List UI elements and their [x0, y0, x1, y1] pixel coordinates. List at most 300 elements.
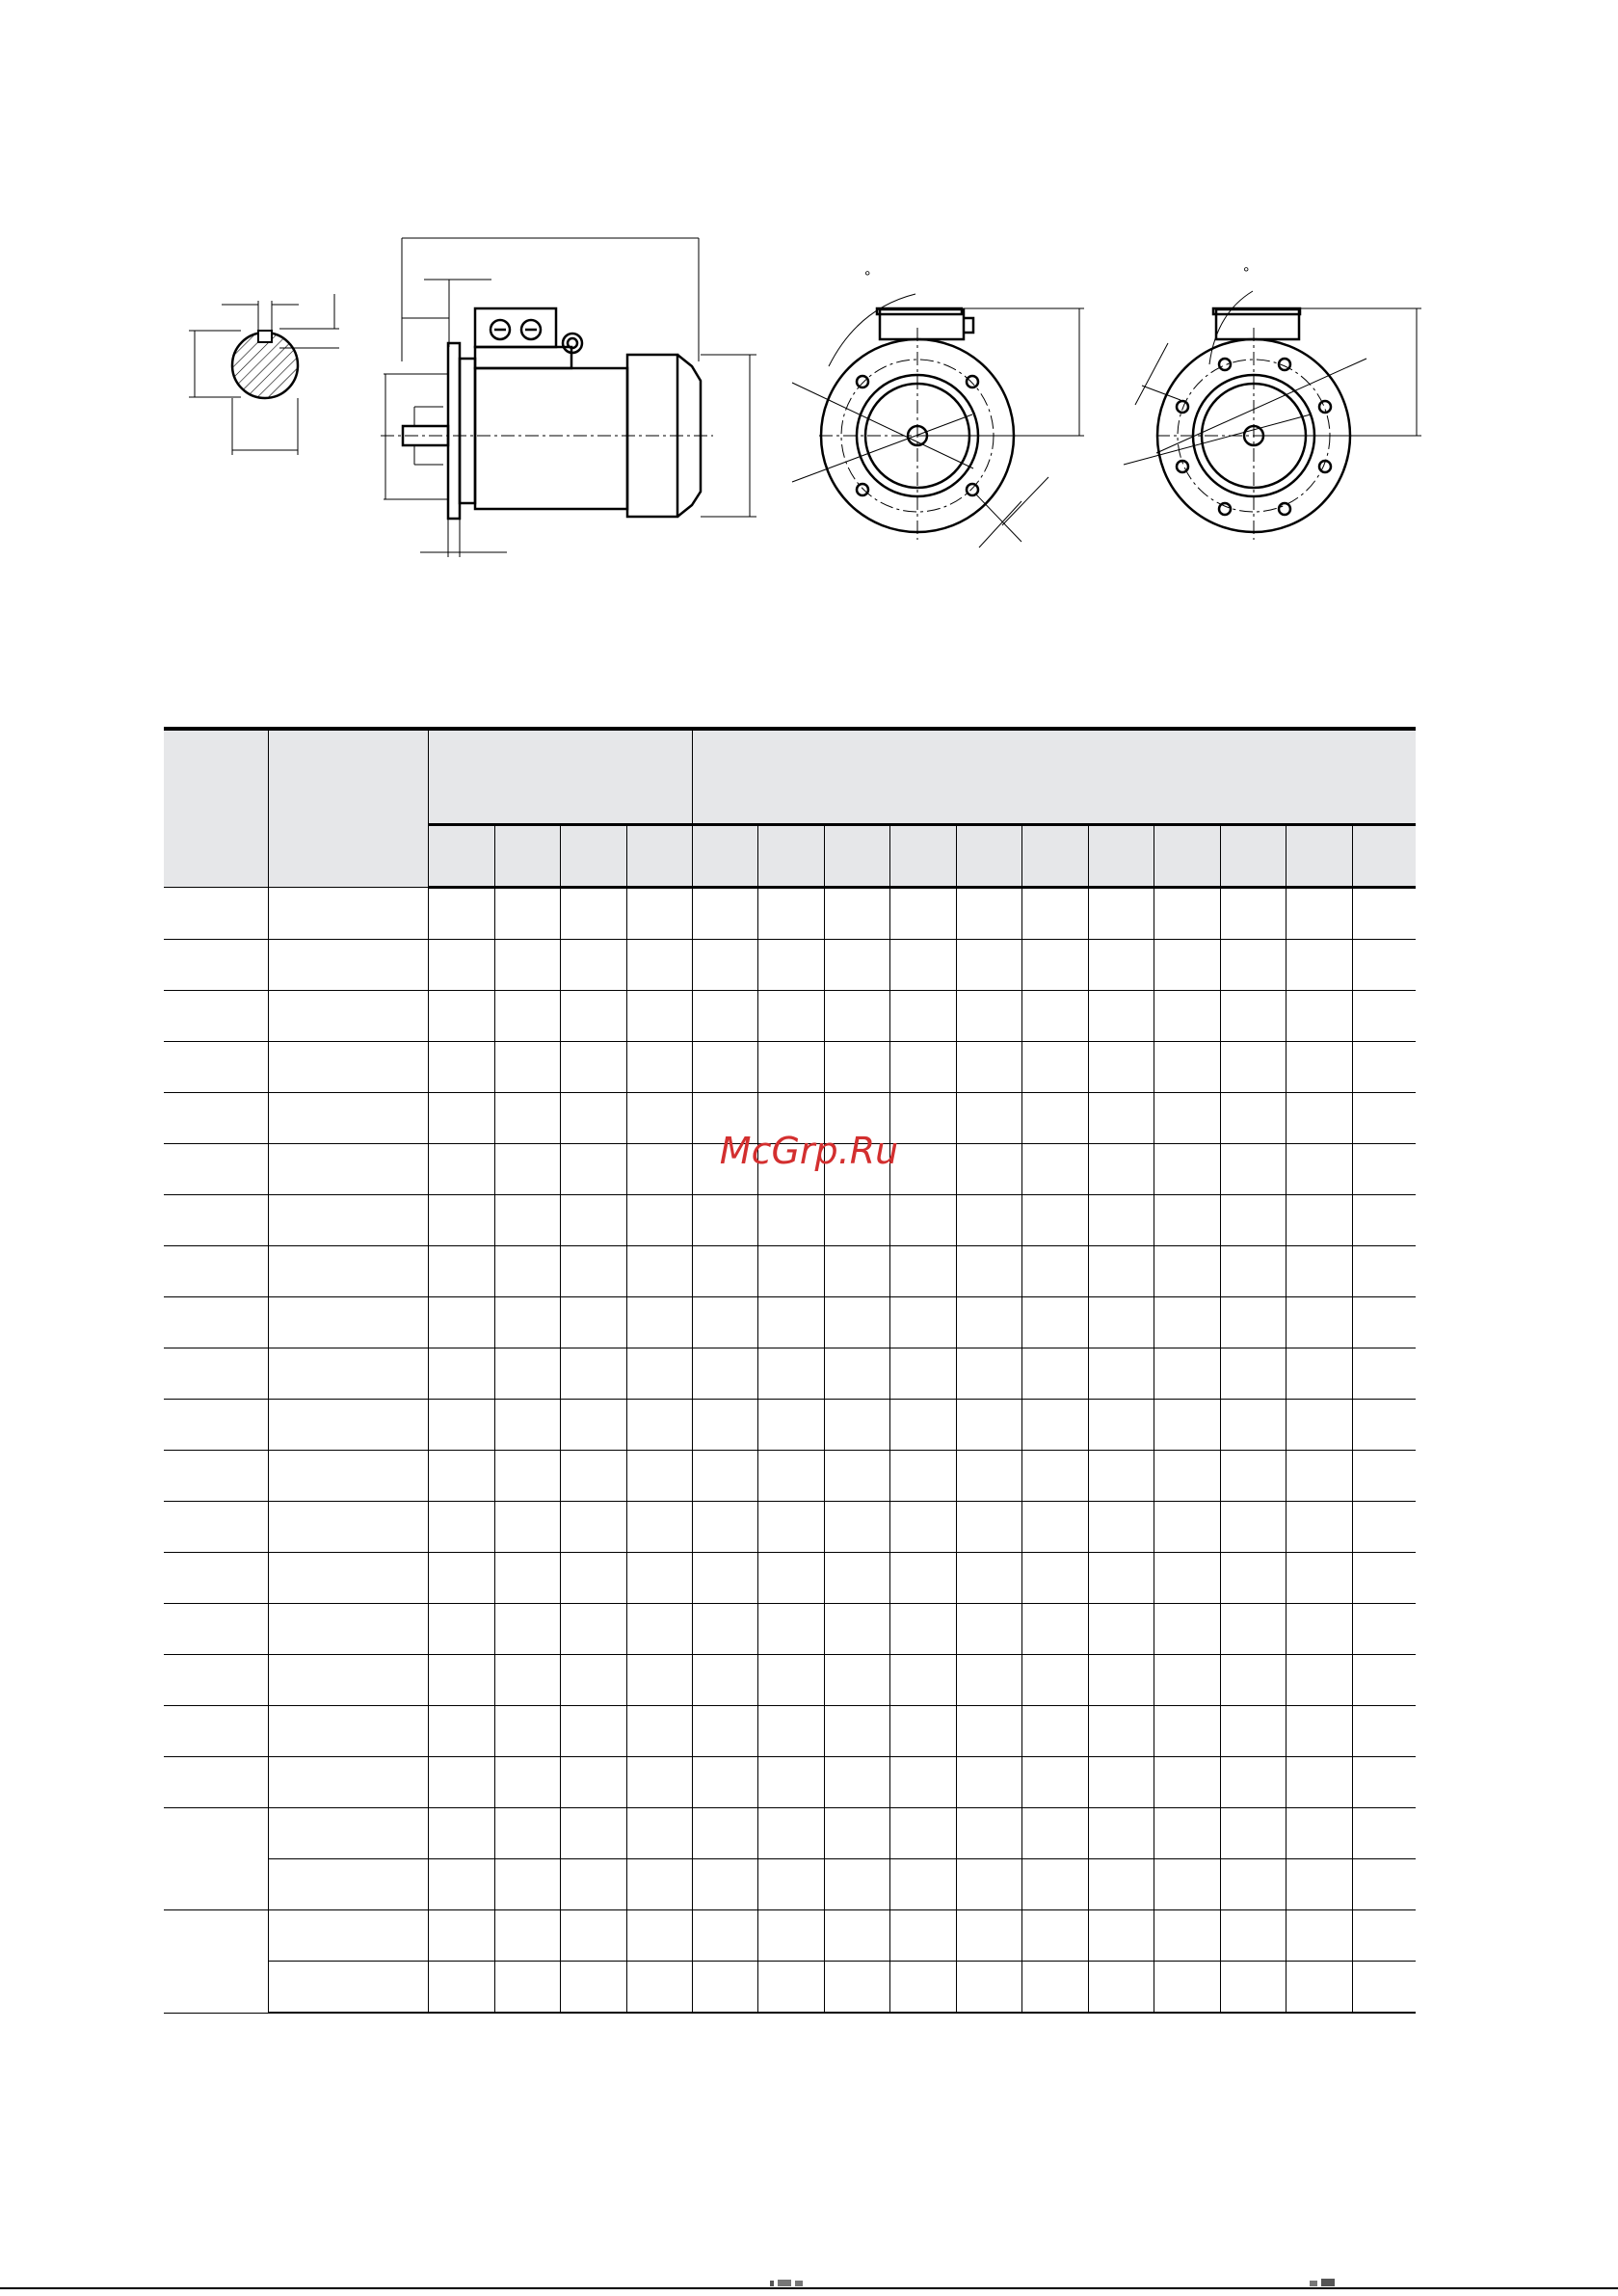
value-cell [824, 1604, 889, 1655]
value-cell [626, 1400, 692, 1451]
value-cell [1352, 1859, 1416, 1910]
value-cell [428, 888, 494, 940]
value-cell [692, 1348, 757, 1400]
frame-size-cell [164, 1400, 268, 1451]
value-cell [494, 1553, 560, 1604]
value-cell [428, 1195, 494, 1246]
value-cell [1154, 1297, 1220, 1348]
value-cell [1352, 1297, 1416, 1348]
table-row [164, 1808, 1416, 1859]
frame-size-cell [164, 888, 268, 940]
value-cell [626, 1042, 692, 1093]
table-row [164, 1962, 1416, 2014]
value-cell [626, 1706, 692, 1757]
value-cell [560, 1604, 626, 1655]
frame-size-cell [164, 1246, 268, 1297]
value-cell [494, 1348, 560, 1400]
value-cell [956, 1910, 1021, 1962]
value-cell [692, 1042, 757, 1093]
value-cell [1021, 1655, 1088, 1706]
value-cell [757, 1859, 824, 1910]
value-cell [956, 1502, 1021, 1553]
header-cell [560, 825, 626, 888]
value-cell [1021, 1400, 1088, 1451]
value-cell [560, 1910, 626, 1962]
value-cell [1154, 1042, 1220, 1093]
value-cell [1352, 1757, 1416, 1808]
value-cell [1220, 1502, 1286, 1553]
value-cell [1352, 991, 1416, 1042]
value-cell [1154, 1400, 1220, 1451]
value-cell [824, 1348, 889, 1400]
table-row [164, 1502, 1416, 1553]
value-cell [1154, 1706, 1220, 1757]
value-cell [1286, 1910, 1352, 1962]
value-cell [824, 991, 889, 1042]
value-cell [889, 1246, 956, 1297]
value-cell [956, 1655, 1021, 1706]
header-cell [1021, 825, 1088, 888]
value-cell [1352, 1348, 1416, 1400]
value-cell [889, 1348, 956, 1400]
value-cell [1088, 1246, 1154, 1297]
value-cell [626, 1195, 692, 1246]
value-cell [1021, 1502, 1088, 1553]
value-cell [428, 1859, 494, 1910]
value-cell [889, 1553, 956, 1604]
value-cell [692, 1604, 757, 1655]
value-cell [757, 1400, 824, 1451]
value-cell [1088, 1808, 1154, 1859]
type-cell [268, 1962, 428, 2014]
value-cell [1021, 991, 1088, 1042]
value-cell [1021, 1808, 1088, 1859]
value-cell [1286, 1400, 1352, 1451]
value-cell [1154, 1655, 1220, 1706]
value-cell [1286, 1297, 1352, 1348]
header-cell [626, 825, 692, 888]
type-cell [268, 1246, 428, 1297]
value-cell [1021, 1910, 1088, 1962]
header-cell [494, 825, 560, 888]
type-cell [268, 1042, 428, 1093]
value-cell [626, 1246, 692, 1297]
value-cell [824, 1246, 889, 1297]
value-cell [1352, 1246, 1416, 1297]
value-cell [1352, 1195, 1416, 1246]
value-cell [428, 1706, 494, 1757]
value-cell [757, 1297, 824, 1348]
flange-view-8-holes [1124, 291, 1421, 540]
header-cell [1220, 825, 1286, 888]
value-cell [560, 1042, 626, 1093]
header-type [268, 729, 428, 888]
value-cell [956, 1246, 1021, 1297]
value-cell [1021, 1195, 1088, 1246]
value-cell [956, 1348, 1021, 1400]
value-cell [956, 1859, 1021, 1910]
value-cell [1220, 1195, 1286, 1246]
value-cell [692, 1808, 757, 1859]
table-row [164, 1604, 1416, 1655]
value-cell [956, 1808, 1021, 1859]
value-cell [889, 1400, 956, 1451]
value-cell [757, 1910, 824, 1962]
value-cell [956, 1297, 1021, 1348]
value-cell [1154, 991, 1220, 1042]
value-cell [692, 940, 757, 991]
value-cell [1286, 1604, 1352, 1655]
value-cell [626, 1553, 692, 1604]
value-cell [626, 1910, 692, 1962]
value-cell [1286, 1706, 1352, 1757]
table-header-row-1 [164, 729, 1416, 825]
header-cell [956, 825, 1021, 888]
value-cell [757, 1757, 824, 1808]
table-row [164, 1451, 1416, 1502]
value-cell [560, 1348, 626, 1400]
frame-size-cell [164, 1757, 268, 1808]
type-cell [268, 1808, 428, 1859]
header-cell [1088, 825, 1154, 888]
flange-view-4-holes [792, 294, 1084, 547]
value-cell [824, 1297, 889, 1348]
value-cell [757, 940, 824, 991]
value-cell [1021, 1859, 1088, 1910]
type-cell [268, 1348, 428, 1400]
value-cell [626, 1348, 692, 1400]
value-cell [1021, 1604, 1088, 1655]
value-cell [692, 1195, 757, 1246]
value-cell [757, 1808, 824, 1859]
header-group-dimensions [692, 729, 1416, 825]
value-cell [757, 1451, 824, 1502]
value-cell [626, 888, 692, 940]
value-cell [956, 940, 1021, 991]
value-cell [757, 991, 824, 1042]
value-cell [889, 1910, 956, 1962]
value-cell [494, 940, 560, 991]
value-cell [494, 1859, 560, 1910]
table-row [164, 1042, 1416, 1093]
value-cell [889, 1195, 956, 1246]
value-cell [428, 1246, 494, 1297]
value-cell [1088, 1195, 1154, 1246]
table-row [164, 940, 1416, 991]
value-cell [1352, 1910, 1416, 1962]
value-cell [626, 940, 692, 991]
value-cell [494, 1246, 560, 1297]
value-cell [1286, 1808, 1352, 1859]
value-cell [889, 1297, 956, 1348]
value-cell [1154, 1246, 1220, 1297]
header-cell [692, 825, 757, 888]
value-cell [1088, 1655, 1154, 1706]
value-cell [1286, 1502, 1352, 1553]
table-row [164, 991, 1416, 1042]
value-cell [757, 1348, 824, 1400]
value-cell [1154, 1604, 1220, 1655]
value-cell [428, 940, 494, 991]
table-row [164, 1246, 1416, 1297]
value-cell [824, 1706, 889, 1757]
value-cell [1088, 1757, 1154, 1808]
value-cell [824, 1859, 889, 1910]
value-cell [1352, 1962, 1416, 2014]
value-cell [1021, 1962, 1088, 2014]
value-cell [757, 1502, 824, 1553]
value-cell [1220, 888, 1286, 940]
value-cell [560, 1655, 626, 1706]
value-cell [757, 1246, 824, 1297]
value-cell [560, 1859, 626, 1910]
footer-marks [751, 2275, 1618, 2288]
value-cell [1220, 1553, 1286, 1604]
value-cell [956, 1962, 1021, 2014]
value-cell [494, 1042, 560, 1093]
value-cell [1220, 1859, 1286, 1910]
value-cell [626, 991, 692, 1042]
value-cell [626, 1451, 692, 1502]
value-cell [494, 1910, 560, 1962]
value-cell [692, 991, 757, 1042]
header-frame-size [164, 729, 268, 888]
type-cell [268, 940, 428, 991]
frame-size-cell [164, 1451, 268, 1502]
value-cell [1220, 1757, 1286, 1808]
type-cell [268, 1757, 428, 1808]
value-cell [956, 1195, 1021, 1246]
value-cell [428, 1451, 494, 1502]
value-cell [1352, 888, 1416, 940]
value-cell [626, 1962, 692, 2014]
type-cell [268, 1910, 428, 1962]
value-cell [1154, 1553, 1220, 1604]
type-cell [268, 1655, 428, 1706]
degree-mark-left: ° [864, 269, 871, 285]
frame-size-cell [164, 1808, 268, 1910]
value-cell [1088, 1348, 1154, 1400]
value-cell [1286, 1553, 1352, 1604]
value-cell [692, 1962, 757, 2014]
value-cell [1154, 1451, 1220, 1502]
value-cell [692, 1859, 757, 1910]
value-cell [824, 1962, 889, 2014]
value-cell [1021, 888, 1088, 940]
value-cell [824, 1757, 889, 1808]
value-cell [1286, 991, 1352, 1042]
value-cell [1220, 1451, 1286, 1502]
value-cell [1352, 1553, 1416, 1604]
value-cell [1352, 1604, 1416, 1655]
value-cell [428, 1757, 494, 1808]
value-cell [1220, 1042, 1286, 1093]
value-cell [626, 1757, 692, 1808]
value-cell [1220, 940, 1286, 991]
value-cell [757, 1042, 824, 1093]
value-cell [1088, 991, 1154, 1042]
value-cell [889, 1757, 956, 1808]
table-row [164, 888, 1416, 940]
value-cell [428, 1655, 494, 1706]
frame-size-cell [164, 940, 268, 991]
table-row [164, 1859, 1416, 1910]
value-cell [1088, 888, 1154, 940]
value-cell [1021, 1297, 1088, 1348]
value-cell [1088, 1706, 1154, 1757]
value-cell [1088, 940, 1154, 991]
value-cell [1088, 1553, 1154, 1604]
type-cell [268, 1859, 428, 1910]
value-cell [626, 1502, 692, 1553]
type-cell [268, 1451, 428, 1502]
value-cell [889, 1042, 956, 1093]
value-cell [1088, 1604, 1154, 1655]
value-cell [560, 940, 626, 991]
value-cell [1286, 1042, 1352, 1093]
value-cell [956, 1400, 1021, 1451]
value-cell [824, 1808, 889, 1859]
value-cell [1021, 1757, 1088, 1808]
value-cell [1220, 1604, 1286, 1655]
table-row [164, 1553, 1416, 1604]
value-cell [1286, 940, 1352, 991]
value-cell [560, 991, 626, 1042]
value-cell [824, 1042, 889, 1093]
value-cell [428, 1808, 494, 1859]
value-cell [824, 1451, 889, 1502]
value-cell [494, 1655, 560, 1706]
frame-size-cell [164, 1910, 268, 2014]
value-cell [560, 1706, 626, 1757]
value-cell [560, 1962, 626, 2014]
value-cell [1352, 1808, 1416, 1859]
value-cell [494, 1297, 560, 1348]
frame-size-cell [164, 1297, 268, 1348]
value-cell [757, 1195, 824, 1246]
value-cell [824, 888, 889, 940]
value-cell [692, 1553, 757, 1604]
value-cell [956, 1604, 1021, 1655]
degree-mark-right: ° [1243, 265, 1250, 281]
value-cell [560, 1553, 626, 1604]
value-cell [824, 1400, 889, 1451]
value-cell [889, 1502, 956, 1553]
value-cell [757, 1553, 824, 1604]
value-cell [692, 1757, 757, 1808]
value-cell [889, 1451, 956, 1502]
value-cell [626, 1604, 692, 1655]
frame-size-cell [164, 991, 268, 1042]
value-cell [1352, 1502, 1416, 1553]
value-cell [560, 1502, 626, 1553]
value-cell [889, 1808, 956, 1859]
value-cell [494, 1962, 560, 2014]
value-cell [560, 888, 626, 940]
value-cell [428, 1502, 494, 1553]
value-cell [428, 1348, 494, 1400]
header-cell [1352, 825, 1416, 888]
value-cell [1220, 1246, 1286, 1297]
value-cell [1154, 1910, 1220, 1962]
type-cell [268, 1553, 428, 1604]
value-cell [1154, 1757, 1220, 1808]
type-cell [268, 1400, 428, 1451]
value-cell [1021, 1451, 1088, 1502]
value-cell [692, 1451, 757, 1502]
table-row [164, 1400, 1416, 1451]
value-cell [626, 1859, 692, 1910]
value-cell [1088, 1859, 1154, 1910]
value-cell [494, 1808, 560, 1859]
value-cell [1220, 1962, 1286, 2014]
value-cell [692, 1297, 757, 1348]
frame-size-cell [164, 1195, 268, 1246]
header-cell [1154, 825, 1220, 888]
value-cell [1220, 1655, 1286, 1706]
value-cell [824, 1655, 889, 1706]
frame-size-cell [164, 1553, 268, 1604]
value-cell [494, 1195, 560, 1246]
value-cell [1352, 1400, 1416, 1451]
value-cell [1088, 1451, 1154, 1502]
header-cell [757, 825, 824, 888]
value-cell [494, 991, 560, 1042]
table-row [164, 1655, 1416, 1706]
header-cell [1286, 825, 1352, 888]
value-cell [692, 1655, 757, 1706]
type-cell [268, 888, 428, 940]
value-cell [626, 1655, 692, 1706]
table-row [164, 1706, 1416, 1757]
value-cell [1088, 1910, 1154, 1962]
type-cell [268, 1502, 428, 1553]
value-cell [1088, 1502, 1154, 1553]
value-cell [757, 1604, 824, 1655]
value-cell [889, 1706, 956, 1757]
value-cell [1154, 1808, 1220, 1859]
value-cell [428, 1962, 494, 2014]
value-cell [824, 940, 889, 991]
value-cell [428, 1553, 494, 1604]
value-cell [1286, 1451, 1352, 1502]
value-cell [494, 1502, 560, 1553]
value-cell [1220, 1706, 1286, 1757]
value-cell [956, 1042, 1021, 1093]
value-cell [956, 1706, 1021, 1757]
value-cell [428, 1400, 494, 1451]
value-cell [1286, 1757, 1352, 1808]
header-cell [428, 825, 494, 888]
value-cell [956, 1451, 1021, 1502]
value-cell [1021, 1348, 1088, 1400]
value-cell [889, 1962, 956, 2014]
frame-size-cell [164, 1655, 268, 1706]
value-cell [889, 991, 956, 1042]
value-cell [1088, 1962, 1154, 2014]
value-cell [1220, 1910, 1286, 1962]
value-cell [1154, 1348, 1220, 1400]
motor-side-view [381, 238, 756, 557]
table-body [164, 888, 1416, 2014]
frame-size-cell [164, 1604, 268, 1655]
value-cell [1286, 1859, 1352, 1910]
value-cell [1220, 1808, 1286, 1859]
value-cell [692, 1910, 757, 1962]
value-cell [560, 1808, 626, 1859]
value-cell [626, 1808, 692, 1859]
value-cell [494, 1604, 560, 1655]
